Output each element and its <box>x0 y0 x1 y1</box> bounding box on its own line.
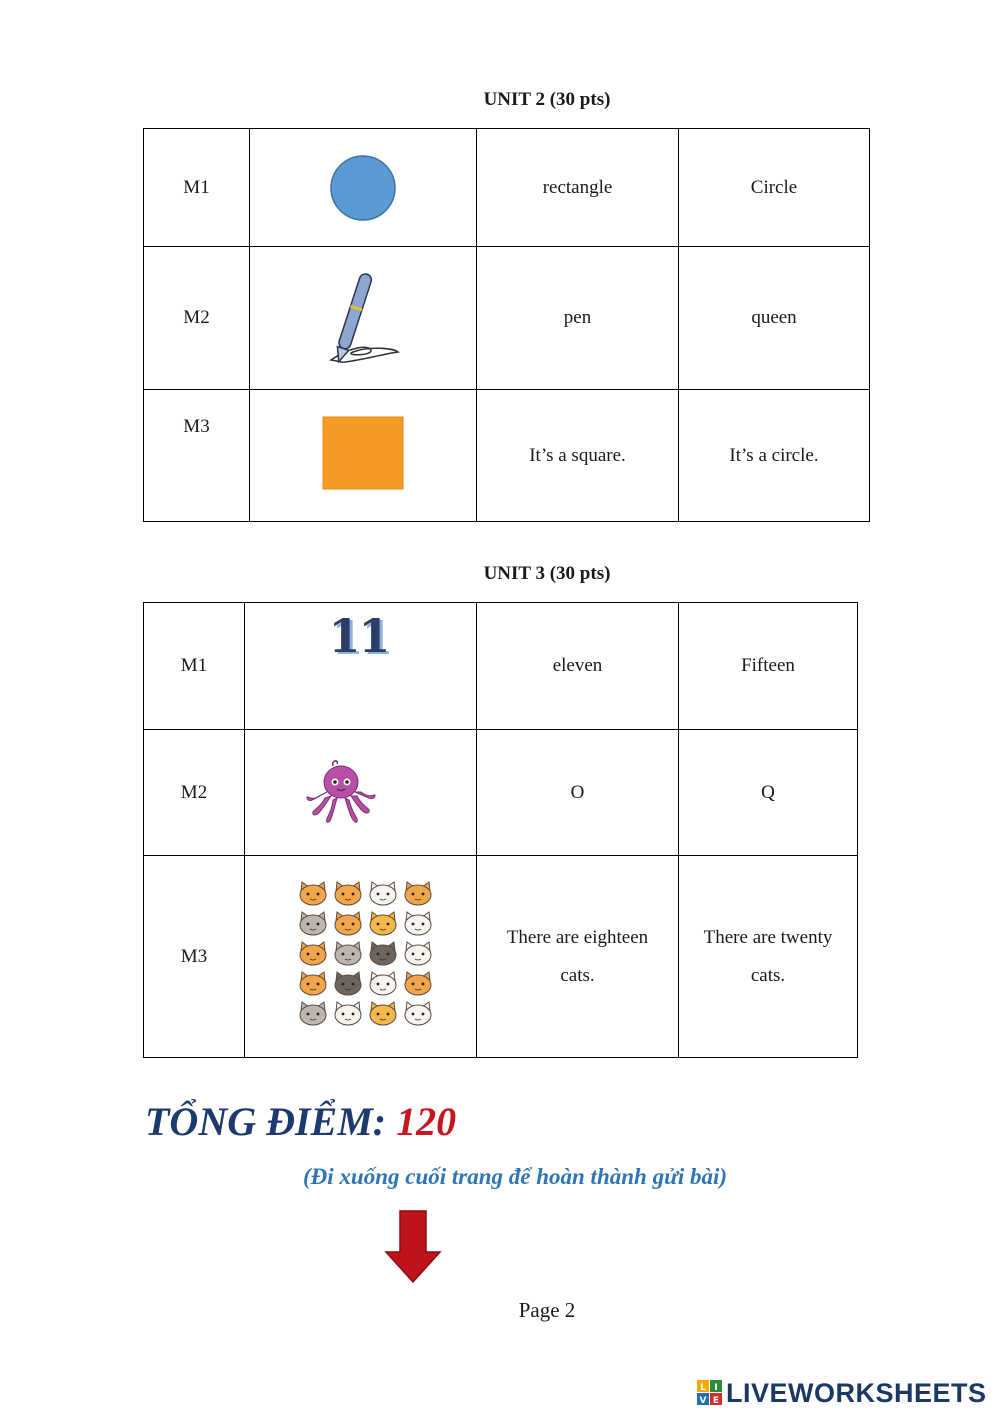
cat-face-icon <box>300 972 326 995</box>
picture-cell <box>250 247 477 390</box>
cat-face-icon <box>300 942 326 965</box>
table-row <box>144 247 870 390</box>
cat-face-icon <box>370 912 396 935</box>
cat-face-icon <box>335 942 361 965</box>
answer-text-line: There are twenty <box>703 927 833 949</box>
table-row <box>144 856 858 1058</box>
answer-option[interactable] <box>477 856 679 1058</box>
number-11-image: 11 <box>328 609 389 663</box>
octopus-image <box>303 758 379 828</box>
picture-cell <box>245 730 477 856</box>
row-label: M3 <box>144 390 250 522</box>
brand-name: LIVEWORKSHEETS <box>726 1377 987 1408</box>
answer-option[interactable]: rectangle <box>477 129 679 247</box>
answer-option[interactable]: pen <box>477 247 679 390</box>
cat-face-icon <box>335 912 361 935</box>
logo-letter: I <box>714 1383 718 1393</box>
answer-text-line: cats. <box>750 964 786 986</box>
total-value: 120 <box>396 1099 457 1144</box>
cat-face-icon <box>370 942 396 965</box>
total-score <box>145 1098 456 1145</box>
cat-face-icon <box>405 1002 431 1025</box>
logo-letter: V <box>699 1396 707 1406</box>
answer-option[interactable]: Q <box>679 730 858 856</box>
cat-face-icon <box>405 972 431 995</box>
cats-grid-image <box>295 877 445 1037</box>
table-row <box>144 603 858 730</box>
orange-square-image <box>322 416 404 490</box>
answer-option[interactable]: O <box>477 730 679 856</box>
logo-mark-icon <box>697 1380 723 1406</box>
answer-option[interactable]: It’s a square. <box>477 390 679 522</box>
picture-cell <box>245 603 477 730</box>
unit3-table <box>143 602 858 1058</box>
liveworksheets-logo <box>697 1378 987 1408</box>
cat-face-icon <box>300 882 326 905</box>
down-arrow-icon <box>384 1210 442 1284</box>
cat-face-icon <box>370 1002 396 1025</box>
unit2-title: UNIT 2 (30 pts) <box>483 89 611 110</box>
cat-face-icon <box>370 972 396 995</box>
answer-option[interactable] <box>679 856 858 1058</box>
answer-option[interactable]: queen <box>679 247 870 390</box>
unit2-table <box>143 128 870 522</box>
row-label: M1 <box>144 603 245 730</box>
cat-face-icon <box>300 1002 326 1025</box>
answer-text-line: cats. <box>560 964 595 986</box>
answer-option[interactable]: eleven <box>477 603 679 730</box>
cat-face-icon <box>405 912 431 935</box>
cat-face-icon <box>370 882 396 905</box>
logo-letter: L <box>700 1383 706 1393</box>
cat-face-icon <box>335 1002 361 1025</box>
row-label: M2 <box>144 247 250 390</box>
row-label: M2 <box>144 730 245 856</box>
cat-face-icon <box>300 912 326 935</box>
answer-option[interactable]: It’s a circle. <box>679 390 870 522</box>
picture-cell <box>250 390 477 522</box>
cat-face-icon <box>335 882 361 905</box>
page-number: Page 2 <box>518 1298 576 1322</box>
blue-circle-image <box>328 153 398 223</box>
table-row <box>144 730 858 856</box>
picture-cell <box>245 856 477 1058</box>
cat-face-icon <box>335 972 361 995</box>
table-row <box>144 390 870 522</box>
answer-option[interactable]: Circle <box>679 129 870 247</box>
answer-option[interactable]: Fifteen <box>679 603 858 730</box>
scroll-hint: (Đi xuống cuối trang để hoàn thành gửi bài) <box>303 1164 728 1189</box>
total-label: TỔNG ĐIỂM: <box>145 1099 387 1144</box>
cat-face-icon <box>405 942 431 965</box>
pen-image <box>313 268 413 368</box>
cat-face-icon <box>405 882 431 905</box>
answer-text-line: There are eighteen <box>506 927 649 949</box>
row-label: M3 <box>144 856 245 1058</box>
unit3-title: UNIT 3 (30 pts) <box>483 563 611 584</box>
logo-letter: E <box>712 1396 720 1406</box>
table-row <box>144 129 870 247</box>
picture-cell <box>250 129 477 247</box>
row-label: M1 <box>144 129 250 247</box>
